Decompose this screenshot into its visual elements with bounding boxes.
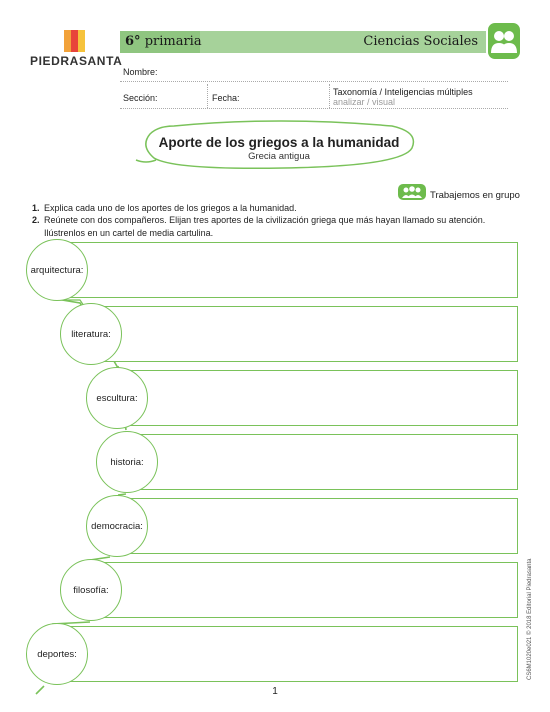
nombre-line[interactable]: [120, 81, 508, 82]
page-number: 1: [272, 686, 278, 697]
header-bar: [120, 31, 490, 53]
field-divider: [329, 84, 330, 108]
fecha-label: Fecha:: [212, 93, 240, 103]
instruction-number: 2.: [32, 215, 40, 225]
piedrasanta-logo: [30, 28, 122, 72]
answer-box-arquitectura[interactable]: [56, 242, 518, 298]
brand-name: PIEDRASANTA: [30, 54, 123, 68]
page-subtitle: Grecia antigua: [248, 151, 310, 162]
group-badge-icon: [486, 21, 522, 61]
seccion-label: Sección:: [123, 93, 158, 103]
topic-label: democracia:: [91, 520, 143, 532]
page-title: Aporte de los griegos a la humanidad: [158, 135, 400, 150]
answer-box-escultura[interactable]: [118, 370, 518, 426]
topic-label: literatura:: [71, 328, 111, 340]
nombre-label: Nombre:: [123, 67, 158, 77]
answer-box-deportes[interactable]: [56, 626, 518, 682]
instruction-number: 1.: [32, 203, 40, 213]
copyright-notice: CS6M1020e021 © 2018 Editorial Piedrasanta: [527, 558, 533, 680]
answer-box-literatura[interactable]: [92, 306, 518, 362]
grade-block: [120, 31, 200, 53]
topic-circle-arquitectura: [26, 239, 88, 301]
grade-number: 6°: [125, 34, 141, 49]
topic-label: historia:: [110, 456, 144, 468]
instruction-text: Reúnete con dos compañeros. Elijan tres aportes de la civilización griega que más hayan llamado su atención. Ilústrenlos en un cartel de media cartulina.: [44, 215, 486, 238]
field-divider: [207, 84, 208, 108]
instruction-item: [32, 214, 502, 239]
topic-circle-deportes: [26, 623, 88, 685]
topic-label: escultura:: [96, 392, 138, 404]
grade-label: [125, 34, 202, 49]
group-people-icon: [398, 184, 426, 200]
subject-title: Ciencias Sociales: [363, 34, 478, 49]
topic-label: deportes:: [37, 648, 77, 660]
topic-circle-filosofia: [60, 559, 122, 621]
grade-word: primaria: [144, 34, 202, 49]
instruction-text: Explica cada uno de los aportes de los griegos a la humanidad.: [44, 203, 297, 213]
topic-circle-literatura: [60, 303, 122, 365]
books-icon: [64, 30, 86, 52]
topic-circle-escultura: [86, 367, 148, 429]
instruction-item: [32, 202, 502, 215]
topic-label: filosofía:: [73, 584, 109, 596]
answer-box-filosofia[interactable]: [92, 562, 518, 618]
topic-circle-democracia: [86, 495, 148, 557]
title-banner: [134, 116, 424, 172]
skills-label: analizar / visual: [333, 97, 396, 107]
answer-box-democracia[interactable]: [118, 498, 518, 554]
topic-circle-historia: [96, 431, 158, 493]
topic-label: arquitectura:: [30, 264, 84, 276]
group-work-label: Trabajemos en grupo: [430, 190, 520, 201]
answer-box-historia[interactable]: [128, 434, 518, 490]
seccion-fecha-line[interactable]: [120, 108, 508, 109]
taxonomia-label: Taxonomía / Inteligencias múltiples: [333, 87, 473, 97]
